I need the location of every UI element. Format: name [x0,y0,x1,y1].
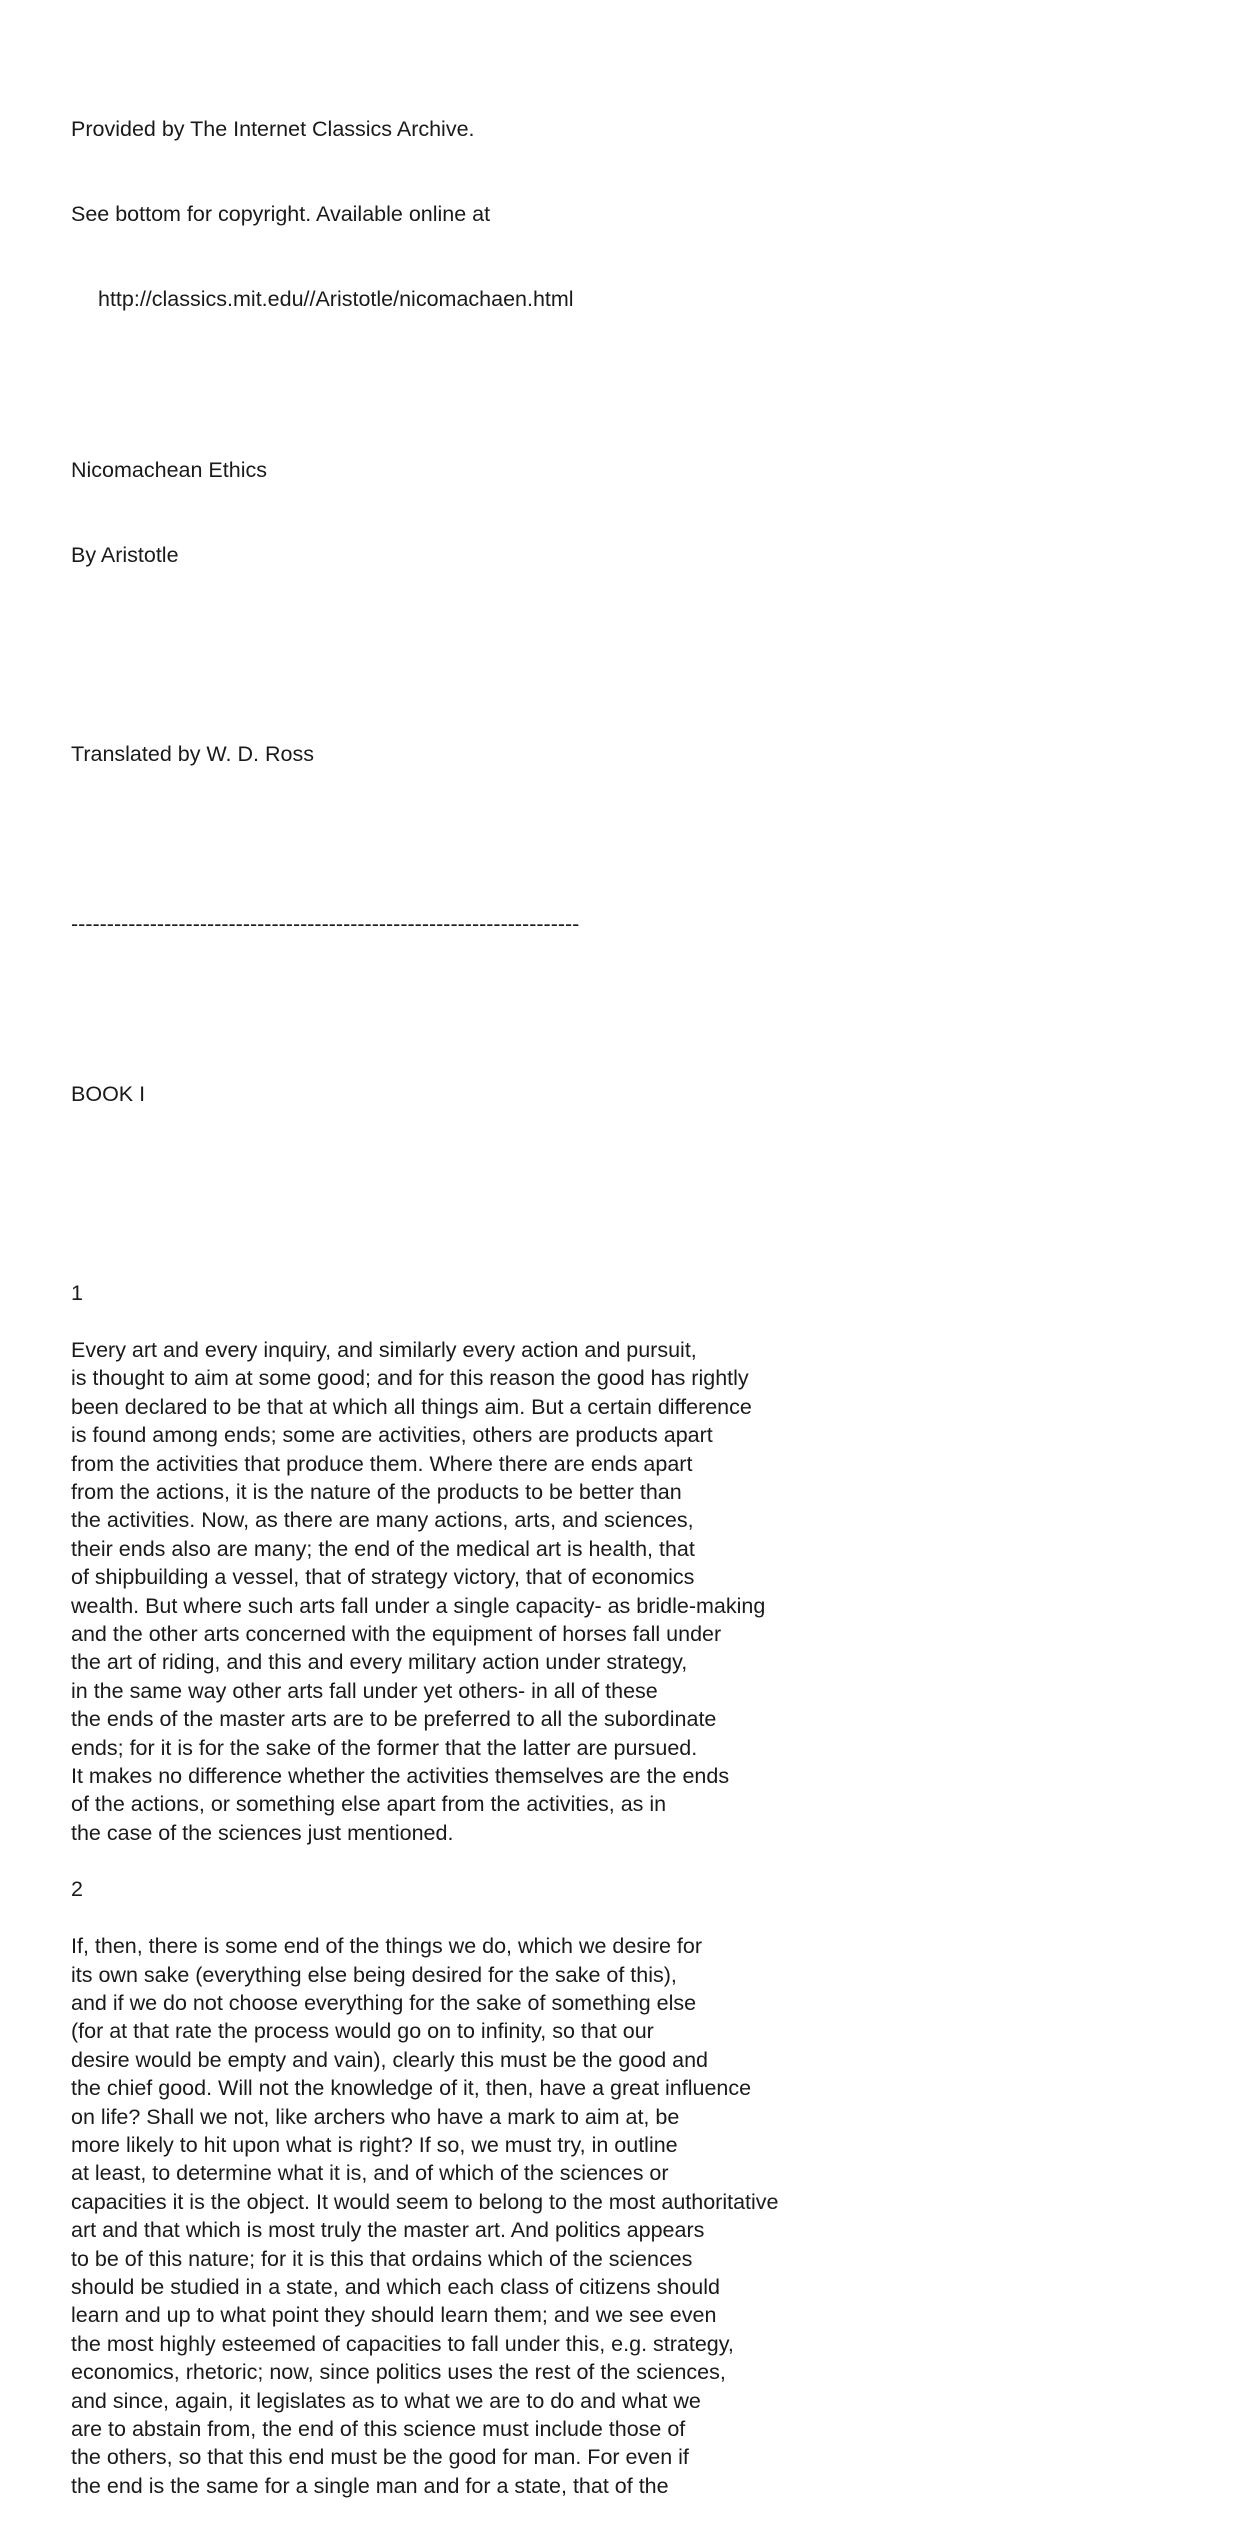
text-line: the others, so that this end must be the good for man. For even if [71,2445,689,2470]
text-line: from the actions, it is the nature of the products to be better than [71,1480,682,1504]
text-line: from the activities that produce them. Where there are ends apart [71,1451,693,1476]
text-line: the end is the same for a single man and for a state, that of the [71,2473,669,2498]
blank-line [71,995,1191,1023]
text-line: capacities it is the object. It would seem to belong to the most authoritative [71,2189,779,2214]
text-line: at least, to determine what it is, and of which of the sciences or [71,2161,669,2186]
text-line: its own sake (everything else being desired for the sake of this), [71,1962,677,1987]
author-line: By Aristotle [71,542,179,567]
text-line: are to abstain from, the end of this science must include those of [71,2416,686,2441]
work-title: Nicomachean Ethics [71,457,267,482]
source-url-line: http://classics.mit.edu//Aristotle/nicomachaen.html [98,287,574,312]
blank-line [71,1166,1191,1194]
text-line: in the same way other arts fall under yet others- in all of these [71,1678,658,1703]
text-line: If, then, there is some end of the things we do, which we desire for [71,1934,703,1959]
text-line: the chief good. Will not the knowledge of it, then, have a great influence [71,2076,752,2101]
text-line: desire would be empty and vain), clearly this must be the good and [71,2047,709,2072]
text-line: and since, again, it legislates as to what we are to do and what we [71,2388,701,2413]
blank-line [71,1904,1191,1932]
sections-container [71,1279,1191,2500]
text-line: to be of this nature; for it is this that ordains which of the sciences [71,2246,693,2271]
text-line: It makes no difference whether the activities themselves are the ends [71,1763,730,1788]
text-line: the case of the sciences just mentioned. [71,1820,454,1845]
translator-line: Translated by W. D. Ross [71,741,314,766]
text-line: Every art and every inquiry, and similarly every action and pursuit, [71,1338,697,1363]
text-line: and if we do not choose everything for the sake of something else [71,1991,697,2016]
section-number: 2 [71,1877,83,1902]
text-line: wealth. But where such arts fall under a single capacity- as bridle-making [71,1593,766,1618]
text-line: on life? Shall we not, like archers who have a mark to aim at, be [71,2104,680,2129]
copyright-note-line: See bottom for copyright. Available online at [71,202,491,227]
text-line: of shipbuilding a vessel, that of strategy victory, that of economics [71,1565,695,1590]
blank-line [71,1847,1191,1875]
text-line: economics, rhetoric; now, since politics uses the rest of the sciences, [71,2360,726,2385]
text-line: is found among ends; some are activities, others are products apart [71,1423,713,1448]
section-number: 1 [71,1281,83,1306]
text-line: the art of riding, and this and every military action under strategy, [71,1650,688,1675]
text-line: been declared to be that at which all things aim. But a certain difference [71,1394,752,1419]
text-line: art and that which is most truly the master art. And politics appears [71,2218,705,2243]
text-line: their ends also are many; the end of the medical art is health, that [71,1536,695,1561]
blank-line [71,626,1191,683]
blank-line [71,825,1191,853]
text-line: the activities. Now, as there are many actions, arts, and sciences, [71,1508,694,1533]
blank-line [71,370,1191,398]
text-line: (for at that rate the process would go on to infinity, so that our [71,2019,654,2044]
text-line: the ends of the master arts are to be preferred to all the subordinate [71,1707,717,1732]
text-line: the most highly esteemed of capacities to fall under this, e.g. strategy, [71,2331,734,2356]
text-line: learn and up to what point they should learn them; and we see even [71,2303,717,2328]
blank-line [71,1308,1191,1336]
separator-line: ----------------------------------------------------------------------- [71,912,580,937]
provided-by-line: Provided by The Internet Classics Archive. [71,116,475,141]
book-heading: BOOK I [71,1082,146,1107]
text-line: more likely to hit upon what is right? If so, we must try, in outline [71,2132,678,2157]
text-line: should be studied in a state, and which each class of citizens should [71,2274,720,2299]
text-line: ends; for it is for the sake of the former that the latter are pursued. [71,1735,698,1760]
text-line: is thought to aim at some good; and for this reason the good has rightly [71,1366,749,1391]
document-page [71,58,1191,2528]
text-line: of the actions, or something else apart from the activities, as in [71,1792,667,1817]
text-line: and the other arts concerned with the equipment of horses fall under [71,1621,722,1646]
